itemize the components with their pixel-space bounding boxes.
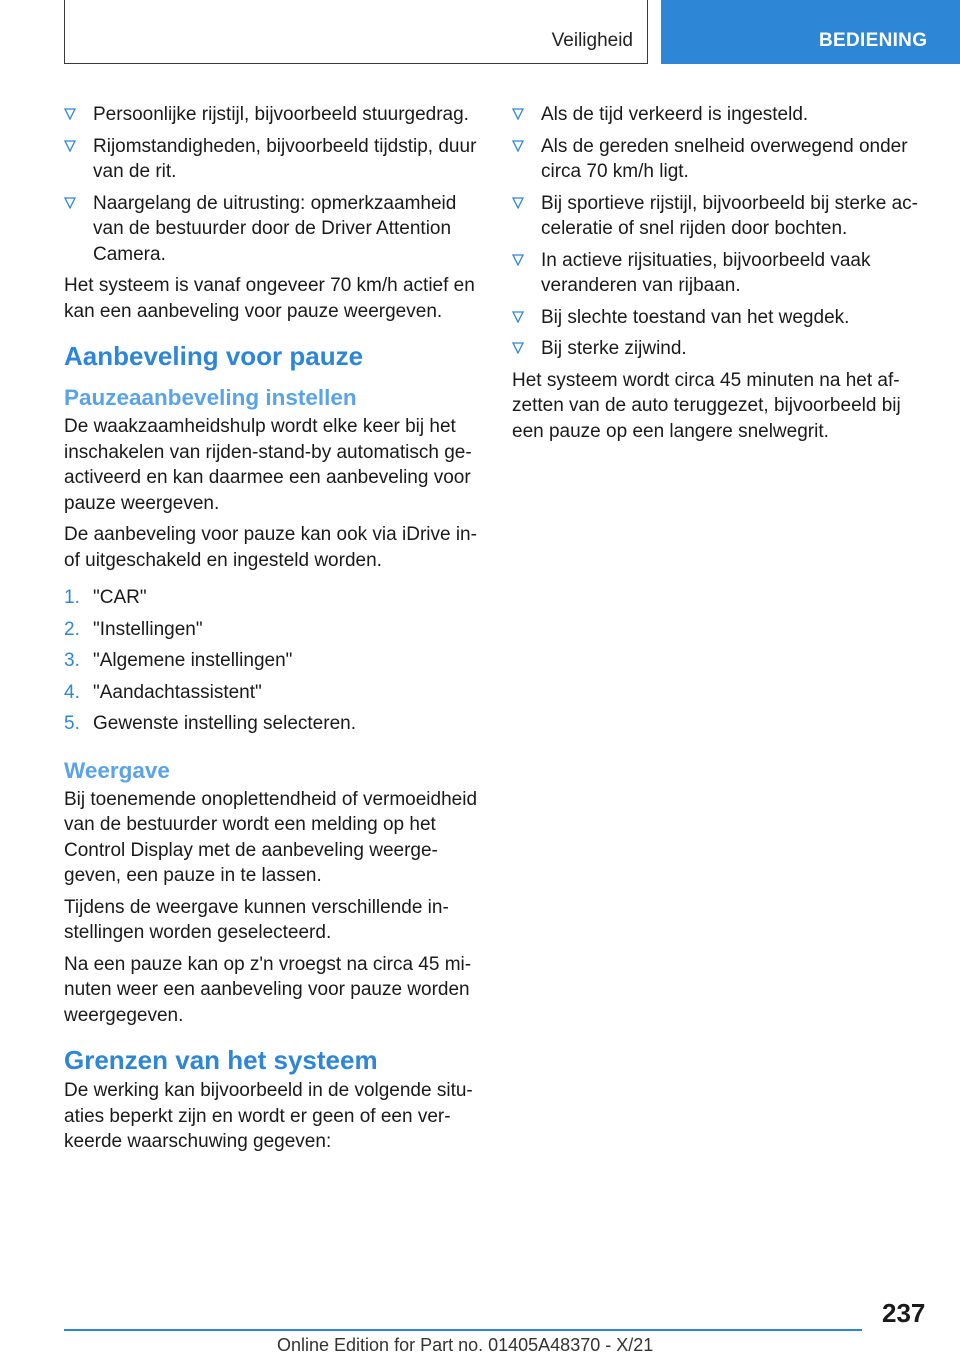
list-item: Rijomstandigheden, bijvoorbeeld tijdstip, duur van de rit.	[64, 134, 480, 185]
steps-list	[64, 585, 480, 737]
step-number: 4.	[64, 681, 80, 703]
triangle-bullet-icon	[512, 140, 524, 152]
step-number: 3.	[64, 650, 80, 671]
list-item: Bij sterke zijwind.	[512, 336, 928, 362]
list-item: Bij slechte toestand van het wegdek.	[512, 305, 928, 331]
paragraph-weergave-3: Na een pauze kan op z'n vroegst na circa 45 minuten weer een aanbeveling voor pauze worden weergegeven.	[64, 953, 472, 1026]
heading-pauzeaanbeveling-instellen: Pauzeaanbeveling instellen	[64, 385, 357, 410]
paragraph-weergave-1: Bij toenemende onoplettendheid of vermoeidheid van de bestuurder wordt een melding op het Control Display met de aanbeveling weergegeven, een pauze in te lassen.	[64, 788, 478, 886]
paragraph-reset: Het systeem wordt circa 45 minuten na het afzetten van de auto teruggezet, bijvoorbeeld bij een pauze op een langere snelwegrit.	[512, 369, 901, 442]
triangle-bullet-icon	[512, 254, 524, 266]
step-number: 2.	[64, 618, 80, 640]
header-section-box	[64, 0, 648, 64]
list-item: Als de gereden snelheid overwegend onder circa 70 km/h ligt.	[512, 134, 928, 185]
list-item: Persoonlijke rijstijl, bijvoorbeeld stuurgedrag.	[64, 102, 480, 128]
right-bullet-list	[512, 102, 928, 362]
header-chapter-tab	[661, 0, 960, 64]
footer-divider	[64, 1329, 862, 1331]
list-item: Bij sportieve rijstijl, bijvoorbeeld bij sterke acceleratie of snel rijden door bochten.	[512, 191, 928, 242]
list-item: In actieve rijsituaties, bijvoorbeeld vaak veranderen van rijbaan.	[512, 248, 928, 299]
heading-grenzen-van-het-systeem: Grenzen van het systeem	[64, 1045, 378, 1075]
step-item: 3. "Algemene instellingen"	[64, 648, 480, 674]
step-item: 1. "CAR"	[64, 585, 480, 611]
step-item: 2. "Instellingen"	[64, 617, 480, 643]
triangle-bullet-icon	[64, 197, 76, 209]
step-number: 5.	[64, 713, 80, 734]
left-bullet-list	[64, 102, 480, 267]
paragraph-grenzen: De werking kan bijvoorbeeld in de volgende situaties beperkt zijn en wordt er geen of een verkeerde waarschuwing gegeven:	[64, 1080, 473, 1152]
triangle-bullet-icon	[512, 108, 524, 120]
triangle-bullet-icon	[512, 197, 524, 209]
list-item: Als de tijd verkeerd is ingesteld.	[512, 102, 928, 128]
footer-edition-text: Online Edition for Part no. 01405A48370 - X/21	[277, 1335, 654, 1355]
triangle-bullet-icon	[64, 108, 76, 120]
step-item: 5. Gewenste instelling selecteren.	[64, 711, 480, 737]
step-item: 4. "Aandachtassistent"	[64, 680, 480, 706]
left-column	[64, 102, 480, 1161]
right-column	[512, 102, 928, 450]
paragraph-instellen-2: De aanbeveling voor pauze kan ook via iDrive in- of uitgeschakeld en ingesteld worden.	[64, 524, 477, 571]
triangle-bullet-icon	[512, 342, 524, 354]
paragraph-instellen-1: De waakzaamheidshulp wordt elke keer bij het inschakelen van rijden-stand-by automatisch geactiveerd en kan daarmee een aanbeveling voor pauze weergeven.	[64, 416, 472, 514]
heading-aanbeveling-voor-pauze: Aanbeveling voor pauze	[64, 341, 364, 371]
step-number: 1.	[64, 587, 80, 608]
list-item: Naargelang de uitrusting: opmerkzaamheid van de bestuurder door de Driver Attention Camera.	[64, 191, 480, 268]
heading-weergave: Weergave	[64, 757, 170, 783]
header-section-title: Veiligheid	[551, 30, 633, 51]
triangle-bullet-icon	[64, 140, 76, 152]
intro-paragraph: Het systeem is vanaf ongeveer 70 km/h actief en kan een aanbeveling voor pauze weergeven.	[64, 275, 475, 322]
page-number: 237	[882, 1298, 926, 1328]
header-chapter-title: BEDIENING	[819, 30, 928, 51]
paragraph-weergave-2: Tijdens de weergave kunnen verschillende instellingen worden geselecteerd.	[64, 896, 449, 943]
triangle-bullet-icon	[512, 311, 524, 323]
